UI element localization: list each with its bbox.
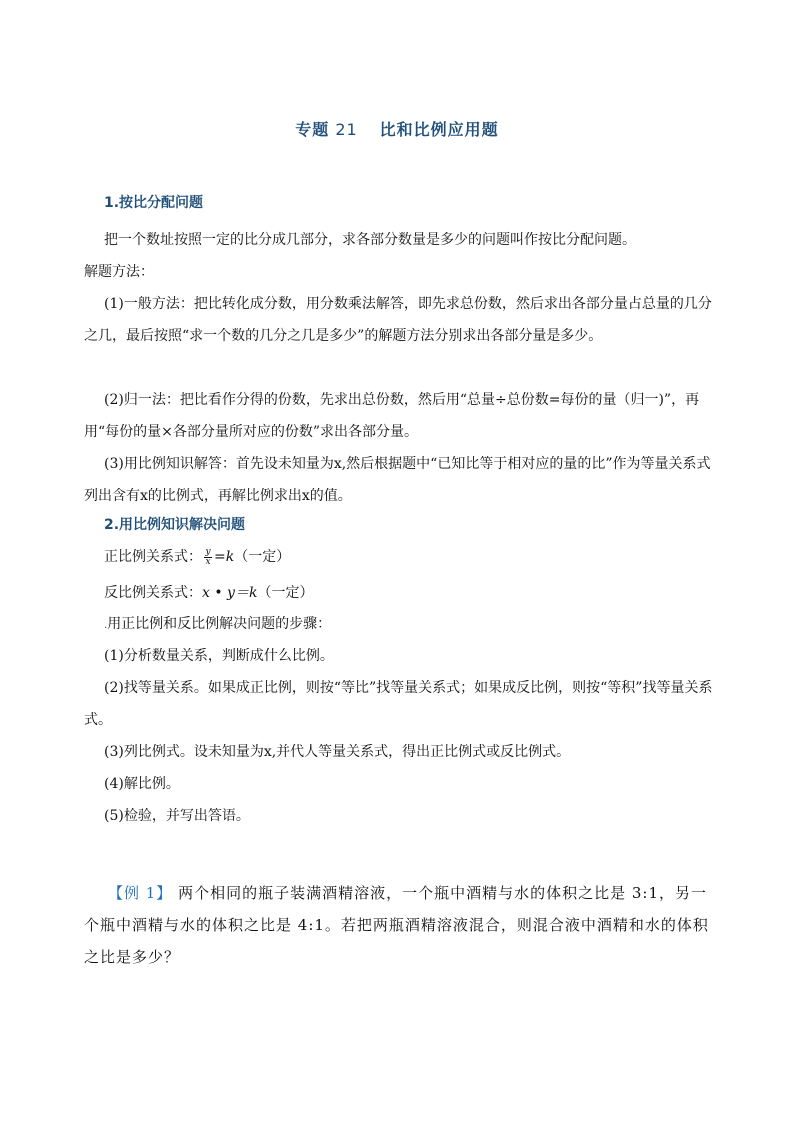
method-2: (2)归一法：把比看作分得的份数，先求出总份数，然后用“总量÷总份数=每份的量（归一)”，再用“每份的量×各部分量所对应的份数”求出各部分量。 <box>84 392 700 440</box>
step-3: (3)列比例式。设未知量为x,并代人等量关系式，得出正比例式或反比例式。 <box>104 744 571 760</box>
inverse-equation: x • y＝k <box>202 585 258 601</box>
bullet-dot: . <box>104 620 108 631</box>
step-4: (4)解比例。 <box>104 776 180 792</box>
step-5: (5)检验，并写出答语。 <box>104 808 250 824</box>
fraction-y-over-x <box>204 548 212 567</box>
method-label: 解题方法： <box>84 264 154 280</box>
method-1: (1)一般方法：把比转化成分数，用分数乘法解答，即先求总份数，然后求出各部分量占总量的几分之几，最后按照“求一个数的几分之几是多少”的解题方法分别求出各部分量是多少。 <box>84 296 712 344</box>
section1-intro: 把一个数址按照一定的比分成几部分，求各部分数量是多少的问题叫作按比分配问题。 <box>104 232 636 248</box>
example-1 <box>84 877 718 973</box>
inverse-note: （一定） <box>257 585 314 601</box>
step-2: (2)找等量关系。如果成正比例，则按“等比”找等量关系式；如果成反比例，则按“等积”找等量关系式。 <box>84 680 713 728</box>
fraction-numerator: y <box>205 546 211 557</box>
steps-heading <box>104 613 331 633</box>
steps-label: 用正比例和反比例解决问题的步骤： <box>107 616 332 632</box>
direct-label: 正比例关系式： <box>104 549 202 565</box>
inverse-proportion-formula <box>104 582 313 602</box>
fraction-denominator: x <box>205 556 211 567</box>
page-title <box>0 117 794 140</box>
direct-proportion-formula <box>104 546 290 567</box>
section2-heading: 2.用比例知识解决问题 <box>104 517 246 533</box>
example-tag: 【例 1】 <box>108 884 173 902</box>
method-3: (3)用比例知识解答：首先设未知量为x,然后根据题中“已知比等于相对应的量的比”作为等量关系式列出含有x的比例式，再解比例求出x的值。 <box>84 456 711 504</box>
section1-heading: 1.按比分配问题 <box>104 195 204 211</box>
title-prefix: 专题 <box>295 120 330 139</box>
step-1: (1)分析数量关系，判断成什么比例。 <box>104 648 334 664</box>
title-number: 21 <box>335 120 358 139</box>
direct-equation: =k <box>214 549 235 565</box>
title-text: 比和比例应用题 <box>379 120 499 139</box>
inverse-label: 反比例关系式： <box>104 585 202 601</box>
direct-note: （一定） <box>234 549 291 565</box>
example-text: 两个相同的瓶子装满酒精溶液，一个瓶中酒精与水的体积之比是 3:1，另一个瓶中酒精与水的体积之比是 4:1。若把两瓶酒精溶液混合，则混合液中酒精和水的体积之比是多少？ <box>84 884 709 966</box>
